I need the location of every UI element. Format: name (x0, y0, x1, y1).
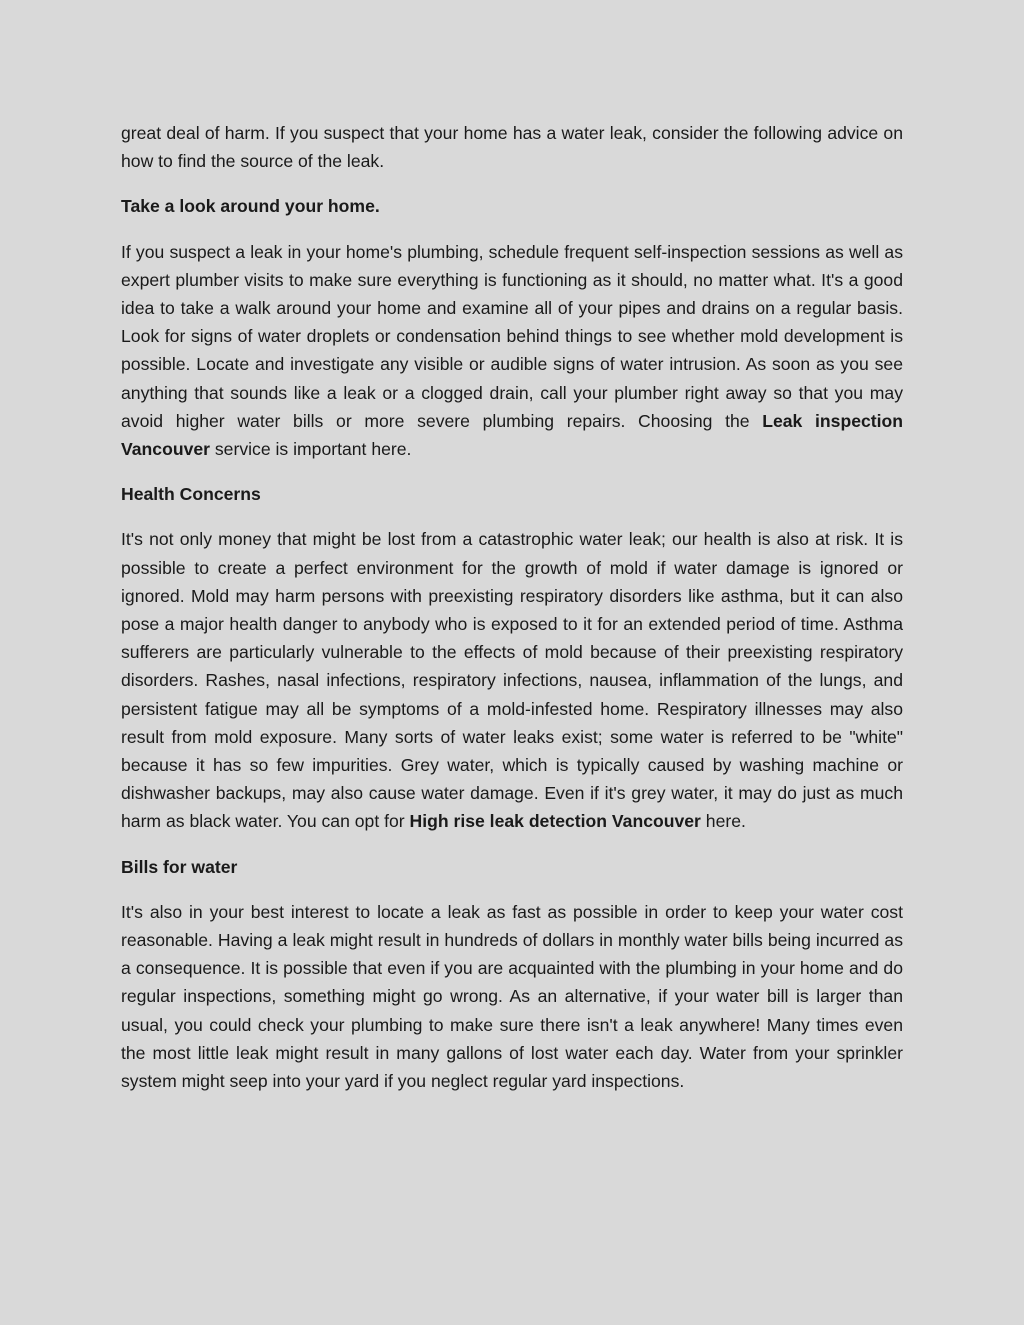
section-heading-health-concerns: Health Concerns (121, 484, 261, 505)
document-body (121, 119, 903, 1112)
section-paragraph-bills-for-water: It's also in your best interest to locate a leak as fast as possible in order to keep your water cost reasonable. Having a leak might result in hundreds of dollars in monthly water bills being incurred as a consequence. It is possible that even if you are acquainted with the plumbing in your home and do regular inspections, something might go wrong. As an alternative, if your water bill is larger than usual, you could check your plumbing to make sure there isn't a leak anywhere! Many times even the most little leak might result in many gallons of lost water each day. Water from your sprinkler system might seep into your yard if you neglect regular yard inspections. (121, 901, 903, 1092)
section-heading-bills-for-water: Bills for water (121, 856, 238, 877)
keyword-high-rise-leak-detection: High rise leak detection Vancouver (409, 811, 701, 832)
paragraph-text: here. (700, 811, 746, 832)
section-heading-look-around: Take a look around your home. (121, 196, 380, 217)
paragraph-text: If you suspect a leak in your home's plumbing, schedule frequent self-inspection sessions as well as expert plumber visits to make sure everything is functioning as it should, no matter what. It's a good idea to take a walk around your home and examine all of your pipes and drains on a regular basis. Look for signs of water droplets or condensation behind things to see whether mold development is possible. Locate and investigate any visible or audible signs of water intrusion. As soon as you see anything that sounds like a leak or a clogged drain, call your plumber right away so that you may avoid higher water bills or more severe plumbing repairs. Choosing the (121, 241, 903, 431)
section-paragraph-look-around (121, 238, 903, 464)
paragraph-text: service is important here. (210, 439, 412, 460)
section-paragraph-health-concerns (121, 525, 903, 835)
paragraph-text: It's not only money that might be lost from a catastrophic water leak; our health is also at risk. It is possible to create a perfect environment for the growth of mold if water damage is ignored or ignored. Mold may harm persons with preexisting respiratory disorders like asthma, but it can also pose a major health danger to anybody who is exposed to it for an extended period of time. Asthma sufferers are particularly vulnerable to the effects of mold because of their preexisting respiratory disorders. Rashes, nasal infections, respiratory infections, nausea, inflammation of the lungs, and persistent fatigue may all be symptoms of a mold-infested home. Respiratory illnesses may also result from mold exposure. Many sorts of water leaks exist; some water is referred to be "white" because it has so few impurities. Grey water, which is typically caused by washing machine or dishwasher backups, may also cause water damage. Even if it's grey water, it may do just as much harm as black water. You can opt for (121, 529, 903, 832)
keyword-leak-inspection: Leak inspection Vancouver (121, 410, 903, 460)
intro-paragraph: great deal of harm. If you suspect that your home has a water leak, consider the following advice on how to find the source of the leak. (121, 123, 903, 172)
